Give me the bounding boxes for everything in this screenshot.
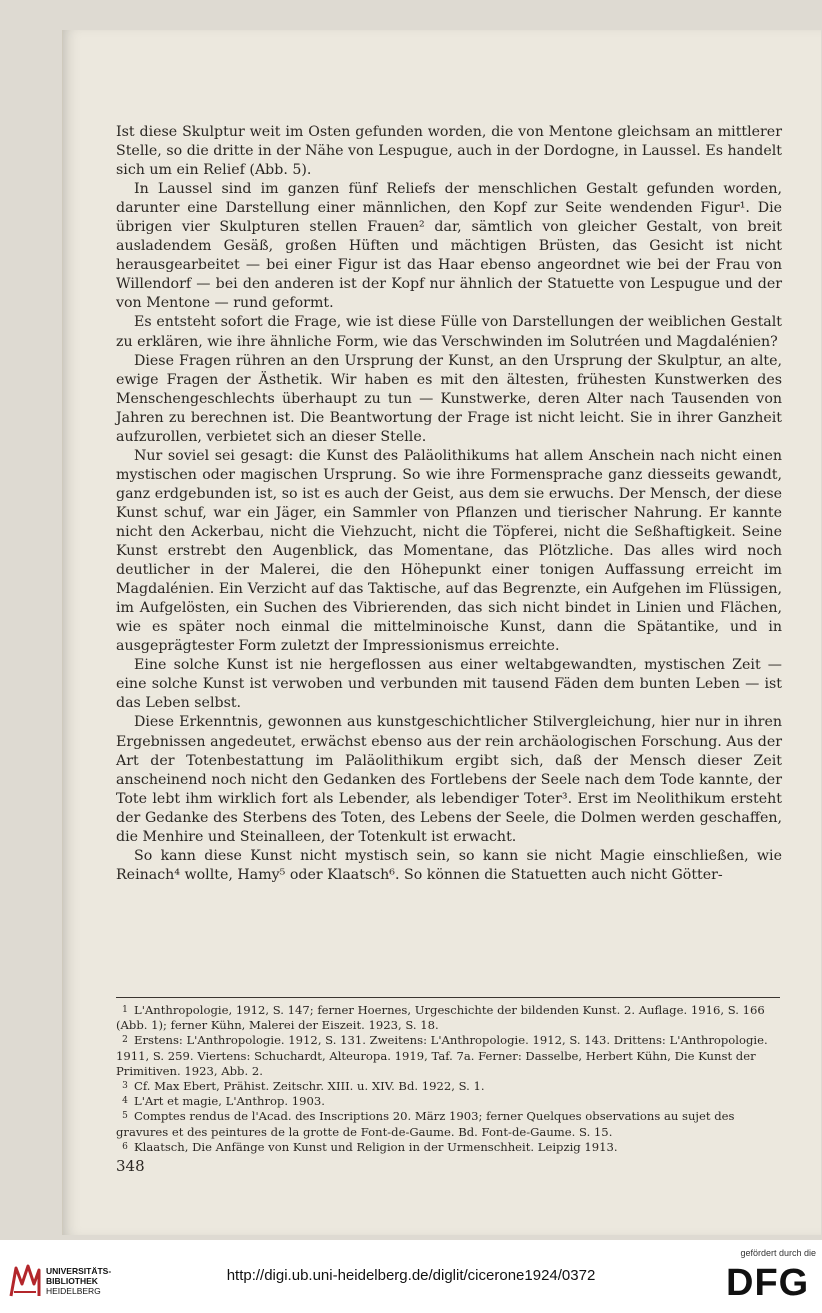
footnote (116, 1109, 782, 1139)
paragraph: Diese Erkenntnis, gewonnen aus kunstgeschichtlicher Stilvergleichung, hier nur in ihren Ergebnissen angedeutet, erwächst ebenso aus der rein archäologischen Forschung. Aus der Art der Totenbestattung im Paläolithikum ergibt sich, daß der Mensch dieser Zeit anscheinend noch nicht den Gedanken des Fortlebens der Seele nach dem Tode kannte, der Tote lebt ihm wirklich fort als Lebender, als lebendiger Toter³. Erst im Neolithikum ersteht der Gedanke des Sterbens des Toten, des Lebens der Seele, die Dolmen werden geschaffen, die Menhire und Steinalleen, der Totenkult ist erwacht. (116, 714, 782, 845)
library-line: HEIDELBERG (46, 1286, 101, 1296)
paragraph: Es entsteht sofort die Frage, wie ist diese Fülle von Darstellungen der weiblichen Gestalt zu erklären, wie ihre ähnliche Form, wie das Verschwinden im Solutréen und Magdalénien? (116, 314, 782, 350)
footnote (116, 1033, 782, 1079)
footnote-number: 4 (122, 1096, 128, 1107)
paragraph: Eine solche Kunst ist nie hergeflossen aus einer weltabgewandten, mystischen Zeit — eine solche Kunst ist verwoben und verbunden mit tausend Fäden dem bunten Leben — ist das Leben selbst. (116, 657, 782, 712)
paragraph: Nur soviel sei gesagt: die Kunst des Paläolithikums hat allem Anschein nach nicht einen mystischen oder magischen Ursprung. So wie ihre Formensprache ganz diesseits gewandt, ganz erdgebunden ist, so ist es auch der Geist, aus dem sie erwuchs. Der Mensch, der diese Kunst schuf, war ein Jäger, ein Sammler von Pflanzen und tierischer Nahrung. Er kannte nicht den Ackerbau, nicht die Viehzucht, nicht die Töpferei, nicht die Seßhaftigkeit. Seine Kunst erstrebt den Augenblick, das Momentane, das Plötzliche. Das alles wird noch deutlicher in der Malerei, die den Höhepunkt einer tonigen Auffassung erreicht im Magdalénien. Ein Verzicht auf das Taktische, auf das Begrenzte, ein Aufgehen im Flüssigen, im Aufgelösten, ein Suchen des Vibrierenden, das sich nicht bindet in Linien und Flächen, wie es später noch einmal die mittelminoische Kunst, dann die Spätantike, und in ausgeprägtester Form zuletzt der Impressionismus erreichte. (116, 447, 782, 655)
paragraph: In Laussel sind im ganzen fünf Reliefs der menschlichen Gestalt gefunden worden, darunter eine Darstellung einer männlichen, den Kopf zur Seite wendenden Figur¹. Die übrigen vier Skulpturen stellen Frauen² dar, sämtlich von gleicher Gestalt, von breit ausladendem Gesäß, großen Hüften und mächtigen Brüsten, das Gesicht ist nicht herausgearbeitet — bei einer Figur ist das Haar ebenso angeordnet wie bei der Frau von Willendorf — bei den anderen ist der Kopf nur ähnlich der Statuette von Lespugue und der von Mentone — rund geformt. (116, 181, 782, 312)
footnote-text: L'Anthropologie, 1912, S. 147; ferner Hoernes, Urgeschichte der bildenden Kunst. 2. Auflage. 1916, S. 166 (Abb. 1); ferner Kühn, Malerei der Eiszeit. 1923, S. 18. (116, 1003, 765, 1033)
paragraph: So kann diese Kunst nicht mystisch sein, so kann sie nicht Magie einschließen, wie Reinach⁴ wollte, Hamy⁵ oder Klaatsch⁶. So können die Statuetten auch nicht Götter- (116, 847, 782, 883)
footnote-divider (116, 997, 780, 998)
body-text (116, 123, 782, 885)
footnote (116, 1003, 782, 1033)
footnote (116, 1079, 782, 1094)
footnote (116, 1140, 782, 1155)
paragraph: Diese Fragen rühren an den Ursprung der Kunst, an den Ursprung der Skulptur, an alte, ewige Fragen der Ästhetik. Wir haben es mit den ältesten, frühesten Kunstwerken des Menschengeschlechts überhaupt zu tun — Kunstwerke, deren Alter nach Tausenden von Jahren zu berechnen ist. Die Beantwortung der Frage ist nicht leicht. Sie in ihrer Ganzheit aufzurollen, verbietet sich an dieser Stelle. (116, 352, 782, 445)
footnote-number: 2 (122, 1035, 128, 1046)
footnote-number: 3 (122, 1081, 128, 1092)
library-line: BIBLIOTHEK (46, 1276, 98, 1286)
footnote-text: Klaatsch, Die Anfänge von Kunst und Religion in der Urmenschheit. Leipzig 1913. (134, 1139, 618, 1154)
footnote (116, 1094, 782, 1109)
funded-by-label: gefördert durch die (740, 1248, 816, 1258)
page-number: 348 (116, 1157, 145, 1175)
dfg-logo: DFG (726, 1262, 810, 1304)
footnote-text: Cf. Max Ebert, Prähist. Zeitschr. XIII. u. XIV. Bd. 1922, S. 1. (134, 1079, 485, 1094)
viewer-footer (0, 1240, 822, 1313)
footnote-number: 1 (122, 1005, 128, 1015)
footnote-text: L'Art et magie, L'Anthrop. 1903. (134, 1094, 325, 1109)
footnote-text: Erstens: L'Anthropologie. 1912, S. 131. Zweitens: L'Anthropologie. 1912, S. 143. Drittens: L'Anthropologie. 1911, S. 259. Viertens: Schuchardt, Alteuropa. 1919, Taf. 7a. Ferner: Dasselbe, Herbert Kühn, Die Kunst der Primitiven. 1923, Abb. 2. (116, 1033, 768, 1078)
footnote-text: Comptes rendus de l'Acad. des Inscriptions 20. März 1903; ferner Quelques observations au sujet des gravures et des peintures de la grotte de Font-de-Gaume. Bd. Font-de-Gaume. S. 15. (116, 1109, 735, 1139)
footnotes (116, 1003, 782, 1155)
source-url-link[interactable]: http://digi.ub.uni-heidelberg.de/diglit/cicerone1924/0372 (226, 1267, 596, 1284)
footnote-number: 5 (122, 1111, 128, 1122)
footnote-number: 6 (122, 1141, 128, 1152)
paragraph: Ist diese Skulptur weit im Osten gefunden worden, die von Mentone gleichsam an mittlerer Stelle, so die dritte in der Nähe von Lespugue, auch in der Dordogne, in Laussel. Es handelt sich um ein Relief (Abb. 5). (116, 124, 782, 179)
library-line: UNIVERSITÄTS- (46, 1266, 112, 1276)
